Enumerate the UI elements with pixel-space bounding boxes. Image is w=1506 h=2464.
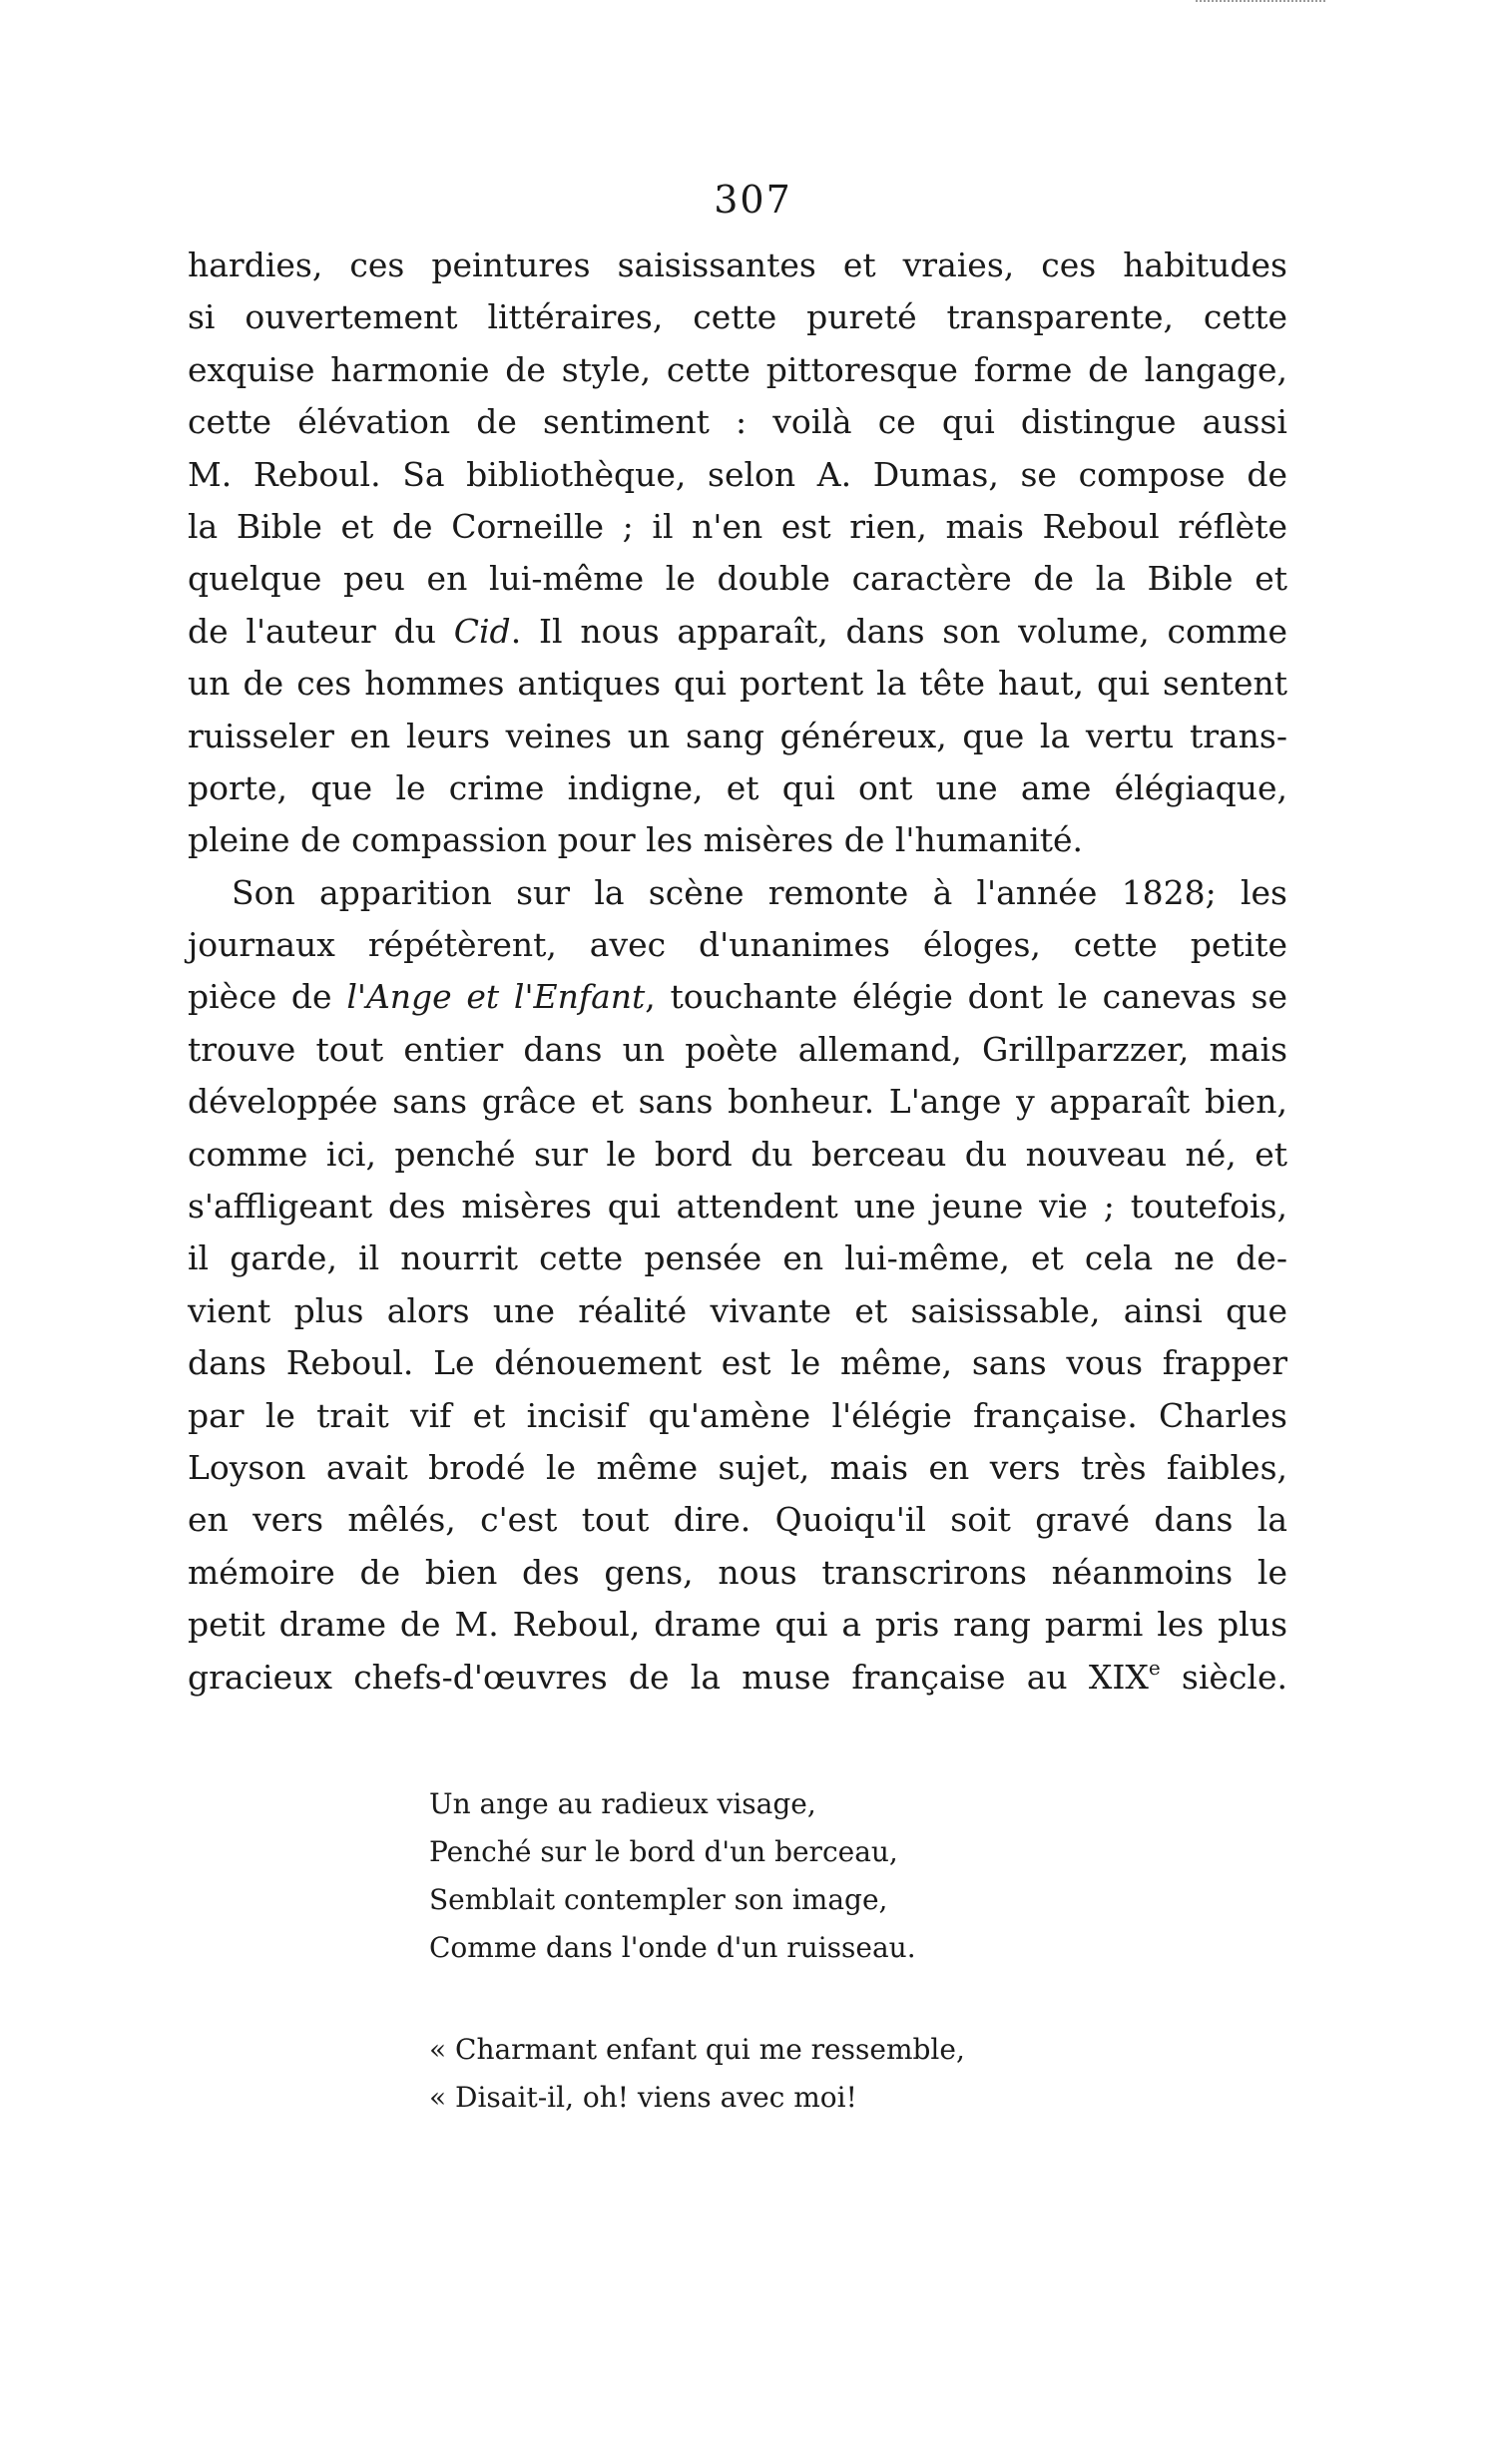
text-line: quelque peu en lui-même le double caractère de la Bible et [188, 559, 1287, 599]
text-line: un de ces hommes antiques qui portent la tête haut, qui sentent [188, 664, 1287, 704]
text-line: par le trait vif et incisif qu'amène l'élégie française. Charles [188, 1395, 1287, 1435]
text-line: ruisseler en leurs veines un sang généreux, que la vertu trans- [188, 716, 1287, 755]
text-line: porte, que le crime indigne, et qui ont une ame élégiaque, [188, 767, 1287, 807]
text-line-with-title: de l'auteur du Cid. Il nous apparaît, dans son volume, comme [188, 611, 1288, 651]
verse-line: « Disait-il, oh! viens avec moi! [429, 2081, 857, 2114]
text-line: petit drame de M. Reboul, drame qui a pris rang parmi les plus [188, 1605, 1287, 1645]
text-line: mémoire de bien des gens, nous transcrirons néanmoins le [188, 1552, 1287, 1592]
verse-line: « Charmant enfant qui me ressemble, [429, 2033, 965, 2066]
text-line: cette élévation de sentiment : voilà ce qui distingue aussi [188, 402, 1287, 442]
text-line: il garde, il nourrit cette pensée en lui-même, et cela ne de- [188, 1238, 1287, 1278]
text-line: en vers mêlés, c'est tout dire. Quoiqu'il soit gravé dans la [188, 1500, 1287, 1540]
text-line: la Bible et de Corneille ; il n'en est rien, mais Reboul réflète [188, 506, 1287, 546]
text-line: Loyson avait brodé le même sujet, mais en vers très faibles, [188, 1447, 1287, 1487]
verse-line: Comme dans l'onde d'un ruisseau. [429, 1931, 916, 1964]
text-line-with-century: gracieux chefs-d'œuvres de la muse française au XIXe siècle. [188, 1655, 1287, 1697]
verse-stanza-2 [429, 2026, 1128, 2122]
verse-line: Semblait contempler son image, [429, 1883, 888, 1916]
text-line: comme ici, penché sur le bord du berceau du nouveau né, et [188, 1134, 1287, 1174]
text-line: s'affligeant des misères qui attendent une jeune vie ; toutefois, [188, 1187, 1287, 1227]
page-number: 307 [714, 178, 792, 222]
text-line: dans Reboul. Le dénouement est le même, sans vous frapper [188, 1343, 1287, 1383]
text-line: développée sans grâce et sans bonheur. L'ange y apparaît bien, [188, 1082, 1287, 1122]
text-line: pleine de compassion pour les misères de l'humanité. [188, 820, 1084, 860]
text-line: M. Reboul. Sa bibliothèque, selon A. Dumas, se compose de [188, 454, 1287, 494]
body-text [188, 240, 1287, 1704]
verse-line: Penché sur le bord d'un berceau, [429, 1835, 898, 1868]
text-line: si ouvertement littéraires, cette pureté transparente, cette [188, 297, 1287, 337]
verse-stanza-1 [429, 1780, 1128, 1972]
text-line: exquise harmonie de style, cette pittoresque forme de langage, [188, 349, 1287, 389]
corner-rule [1196, 0, 1325, 4]
verse-line: Un ange au radieux visage, [429, 1787, 816, 1820]
text-line: journaux répétèrent, avec d'unanimes éloges, cette petite [188, 925, 1287, 965]
text-line: trouve tout entier dans un poète allemand, Grillparzzer, mais [188, 1029, 1287, 1069]
text-line: vient plus alors une réalité vivante et saisissable, ainsi que [188, 1290, 1287, 1330]
text-line: hardies, ces peintures saisissantes et vraies, ces habitudes [188, 246, 1287, 284]
italic-title: Cid [453, 611, 511, 651]
century-superscript: e [1148, 1655, 1161, 1680]
text-line-with-title: pièce de l'Ange et l'Enfant, touchante élégie dont le canevas se [188, 977, 1287, 1017]
text-line: Son apparition sur la scène remonte à l'année 1828; les [232, 872, 1287, 912]
italic-title: l'Ange et l'Enfant [346, 977, 646, 1017]
